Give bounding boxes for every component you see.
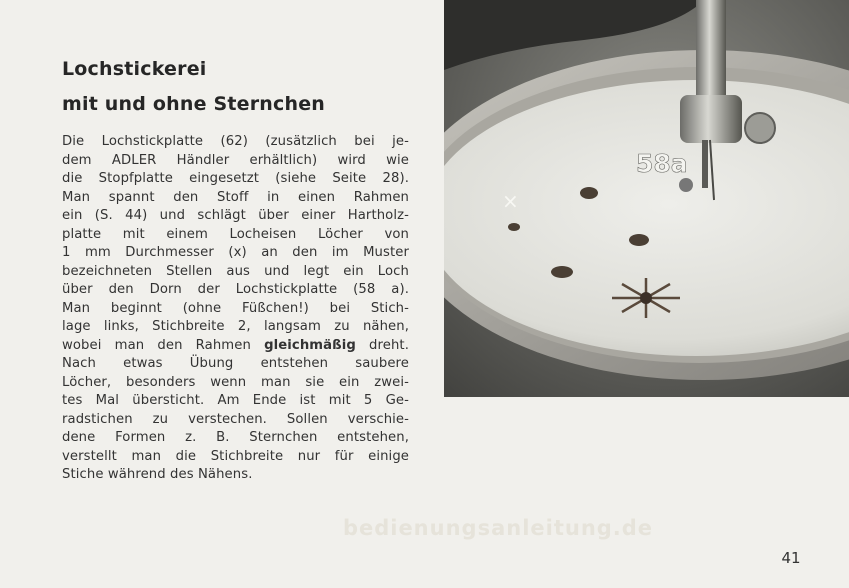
page-heading: [62, 52, 325, 122]
body-line: verstellt man die Stichbreite nur für einige: [62, 448, 409, 464]
body-line: die Stopfplatte eingesetzt (siehe Seite 28).: [62, 171, 409, 186]
body-line: 1 mm Durchmesser (x) an den im Muster: [62, 245, 409, 260]
photo-illustration: [444, 0, 849, 397]
page-number: 41: [781, 549, 801, 567]
body-line: tes Mal übersticht. Am Ende ist mit 5 Ge-: [62, 393, 409, 408]
body-line: Löcher, besonders wenn man sie ein zwei-: [62, 374, 409, 390]
watermark: bedienungsanleitung.de: [342, 516, 654, 540]
body-line: platte mit einem Locheisen Löcher von: [62, 226, 409, 242]
body-line: Die Lochstickplatte (62) (zusätzlich bei je-: [62, 134, 409, 149]
heading-line-1: Lochstickerei: [62, 58, 207, 80]
photo-label: 58a: [636, 149, 688, 178]
sewing-photo: [444, 0, 849, 397]
body-line: ein (S. 44) und schlägt über einer Hartholz-: [62, 208, 409, 223]
body-line: Stiche während des Nähens.: [62, 467, 253, 482]
body-line: dem ADLER Händler erhältlich) wird wie: [62, 152, 409, 168]
body-line: über den Dorn der Lochstickplatte (58 a).: [62, 282, 409, 297]
emphasis-word: gleichmäßig: [264, 337, 356, 353]
hole-mark: [629, 234, 649, 246]
needle-bar: [696, 0, 726, 110]
body-line: bezeichneten Stellen aus und legt ein Loch: [62, 263, 409, 279]
hole-mark: [551, 266, 573, 278]
x-marker-icon: ×: [502, 189, 519, 213]
hole-mark: [580, 187, 598, 199]
plate-post: [679, 178, 693, 192]
body-line: radstichen zu verstechen. Sollen verschie-: [62, 411, 409, 427]
hole-mark: [508, 223, 520, 231]
body-line: dene Formen z. B. Sternchen entstehen,: [62, 430, 409, 445]
heading-line-2: mit und ohne Sternchen: [62, 93, 326, 115]
screw-icon: [745, 113, 775, 143]
body-line: Nach etwas Übung entstehen saubere: [62, 356, 409, 371]
star-center: [640, 292, 652, 304]
body-text: [62, 133, 409, 485]
needle-shaft: [702, 140, 708, 188]
presser-clamp: [680, 95, 742, 143]
body-line: Man spannt den Stoff in einen Rahmen: [62, 189, 409, 205]
body-line-start: wobei man den Rahmen: [62, 337, 265, 353]
body-line-end: dreht.: [355, 337, 409, 353]
body-line-emphasis: [62, 337, 409, 356]
body-line: Man beginnt (ohne Füßchen!) bei Stich-: [62, 300, 409, 316]
body-line: lage links, Stichbreite 2, langsam zu nähen,: [62, 319, 409, 334]
